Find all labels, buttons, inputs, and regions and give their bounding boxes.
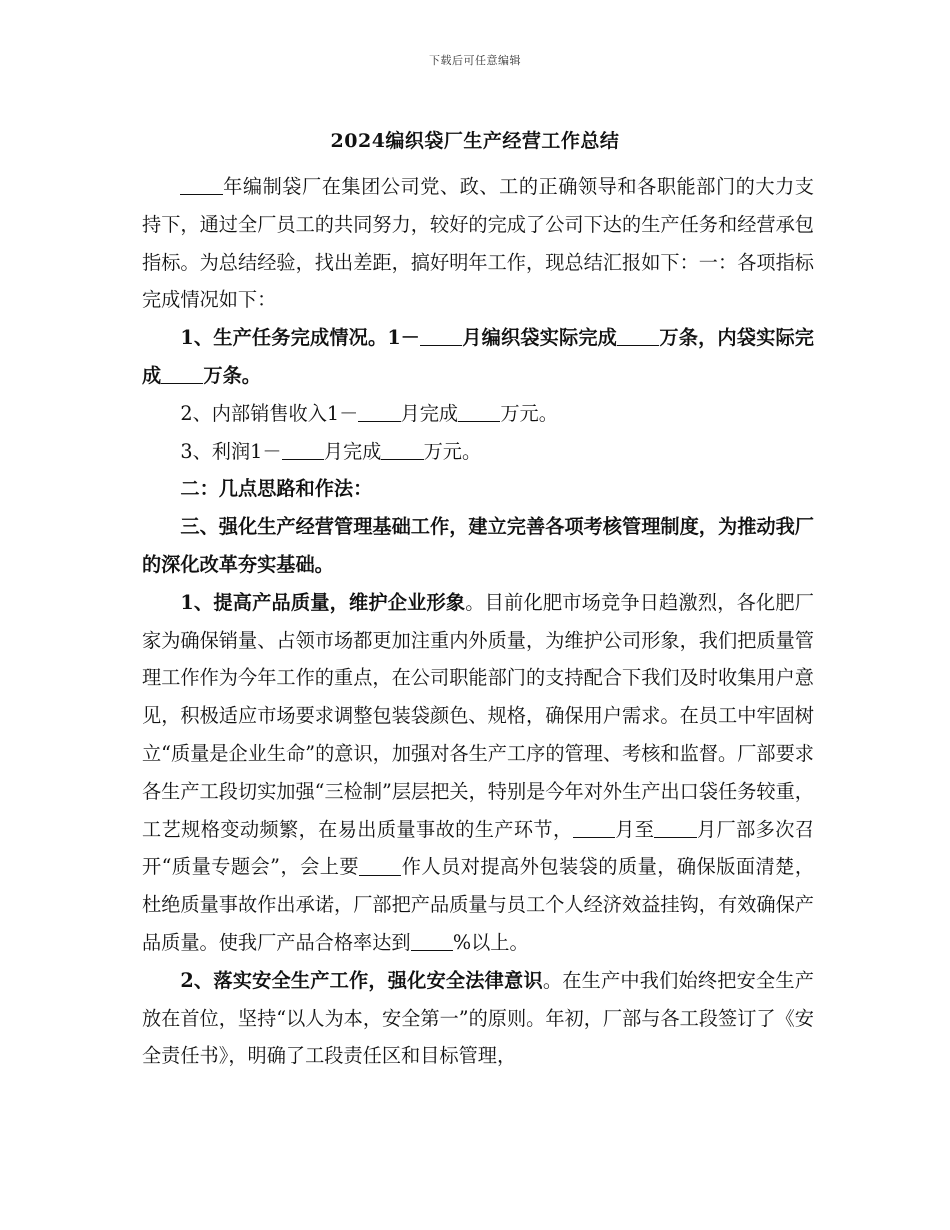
paragraph-profit (142, 433, 814, 471)
text-run: 1、生产任务完成情况。1－ (180, 326, 420, 350)
paragraph-intro (142, 168, 814, 319)
fill-blank (161, 364, 203, 384)
fill-blank (420, 326, 462, 346)
fill-blank (359, 855, 401, 875)
fill-blank (358, 402, 400, 422)
text-run: 。目前化肥市场竞争日趋激烈，各化肥厂家为确保销量、占领市场都更加注重内外质量，为维护公司形象，我们把质量管理工作作为今年工作的重点，在公司职能部门的支持配合下我们及时收集用户意见，积极适应市场要求调整包装袋颜色、规格，确保用户需求。在员工中牢固树立“质量是企业生命”的意识，加强对各生产工序的管理、考核和监督。厂部要求各生产工段切实加强“三检制”层层把关，特别是今年对外生产出口袋任务较重，工艺规格变动频繁，在易出质量事故的生产环节， (142, 590, 814, 841)
fill-blank (180, 175, 222, 195)
fill-blank (458, 402, 500, 422)
header-note: 下载后可任意编辑 (429, 54, 521, 67)
fill-blank (654, 818, 696, 838)
text-run: 作人员对提高外包装袋的质量，确保版面清楚，杜绝质量事故作出承诺，厂部把产品质量与员工个人经济效益挂钩，有效确保产品质量。使我厂产品合格率达到 (142, 855, 815, 954)
paragraph-safety (142, 962, 814, 1075)
text-run: 月编织袋实际完成 (462, 326, 618, 350)
text-run: 万元。 (423, 439, 482, 463)
fill-blank (381, 440, 423, 460)
fill-blank (411, 931, 453, 951)
text-run: 。在生产中我们始终把安全生产放在首位，坚持“以人为本，安全第一”的原则。年初，厂部与各工段签订了《安全责任书》，明确了工段责任区和目标管理， (142, 968, 814, 1068)
paragraph-quality (142, 584, 814, 962)
text-run: 月完成 (400, 401, 459, 425)
section-heading-three: 三、强化生产经营管理基础工作，建立完善各项考核管理制度，为推动我厂的深化改革夯实基础。 (142, 515, 814, 576)
text-run: 万条，内袋实际完成 (142, 326, 814, 387)
fill-blank (617, 326, 659, 346)
text-run: 年编制袋厂在集团公司党、政、工的正确领导和各职能部门的大力支持下，通过全厂员工的共同努力，较好的完成了公司下达的生产任务和经营承包指标。为总结经验，找出差距，搞好明年工作，现总结汇报如下：一：各项指标完成情况如下： (142, 175, 814, 312)
fill-blank (282, 440, 324, 460)
text-run: 万条。 (203, 363, 261, 387)
text-run: 2、内部销售收入1－ (180, 401, 359, 425)
paragraph-production-task (142, 319, 814, 395)
lead-text: 1、提高产品质量，维护企业形象 (180, 590, 466, 614)
text-run: 月至 (614, 817, 655, 841)
document-title: 2024编织袋厂生产经营工作总结 (330, 130, 620, 152)
fill-blank (573, 818, 615, 838)
text-run: %以上。 (452, 930, 529, 954)
text-run: 月完成 (323, 439, 382, 463)
text-run: 3、利润1－ (180, 439, 282, 463)
section-heading-two: 二：几点思路和作法： (180, 477, 373, 501)
text-run: 万元。 (500, 401, 558, 425)
text-run: 月厂部多次召开“质量专题会”，会上要 (142, 817, 815, 879)
document-body (142, 168, 814, 1075)
lead-text: 2、落实安全生产工作，强化安全法律意识 (180, 968, 543, 992)
paragraph-sales-income (142, 395, 814, 433)
